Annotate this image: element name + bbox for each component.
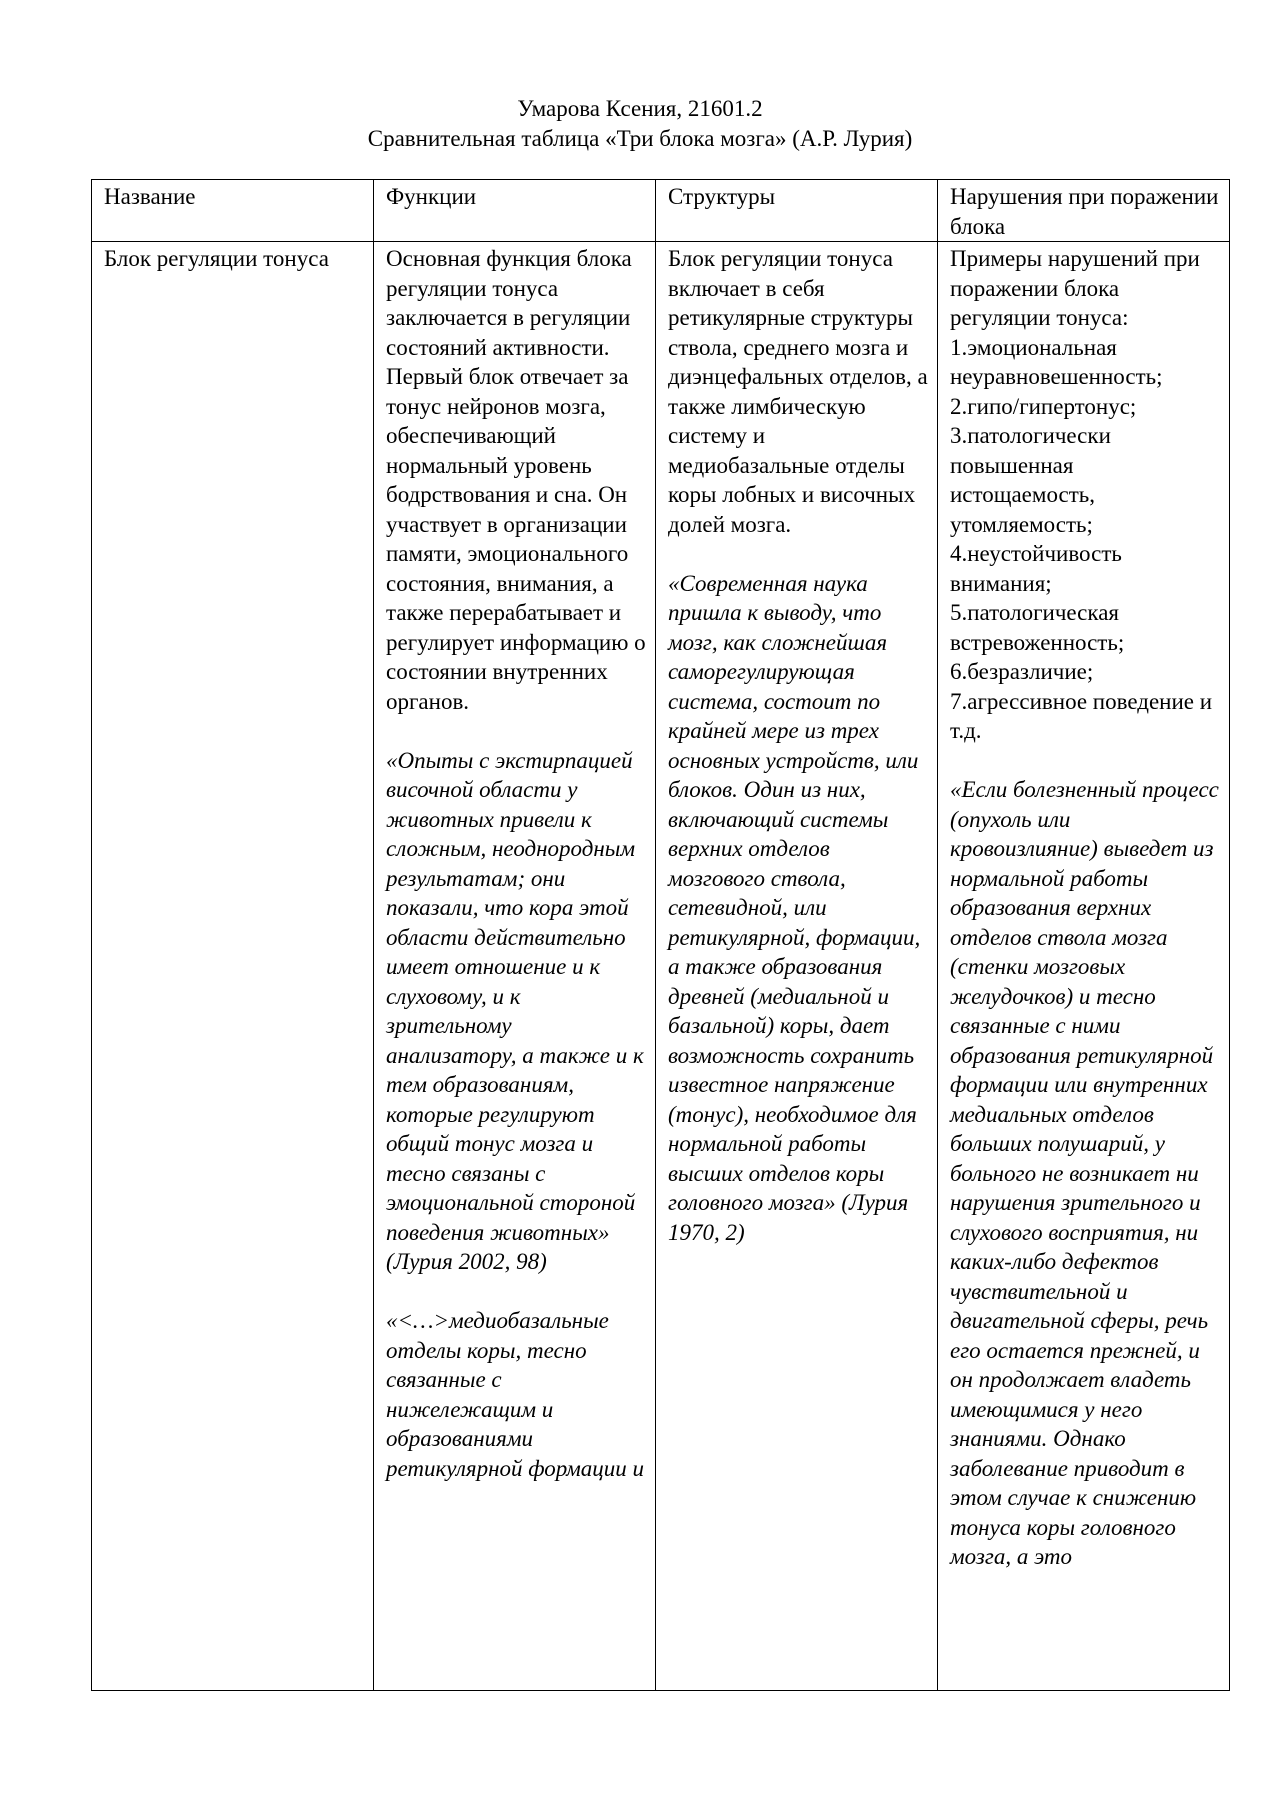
document-title: Сравнительная таблица «Три блока мозга» (А.Р. Лурия): [367, 126, 913, 151]
disorder-item: 3.патологически повышенная истощаемость, утомляемость;: [950, 423, 1111, 537]
column-header-name: Название: [92, 180, 374, 242]
table-row: [92, 242, 1230, 1691]
column-header-disorders: Нарушения при поражении блока: [938, 180, 1230, 242]
table-header-row: [92, 180, 1230, 242]
comparison-table: [91, 179, 1230, 1691]
disorder-item: 5.патологическая встревоженность;: [950, 600, 1125, 655]
functions-text: Основная функция блока регуляции тонуса заключается в регуляции состояний активности. Первый блок отвечает за тонус нейронов мозга, обеспечивающий нормальный уровень бодрствования и сна. Он участвует в организации памяти, эмоционального состояния, внимания, а также перерабатывает и регулирует информацию о состоянии внутренних органов.: [386, 246, 646, 714]
disorder-item: 7.агрессивное поведение и т.д.: [950, 688, 1213, 743]
author-line: Умарова Ксения, 21601.2: [517, 96, 763, 121]
cell-structures: [656, 242, 938, 1691]
cell-functions: [374, 242, 656, 1691]
functions-quote-2: «<…>медиобазальные отделы коры, тесно связанные с нижележащим и образованиями ретикулярной формации и: [386, 1308, 645, 1481]
disorder-item: 2.гипо/гипертонус;: [950, 393, 1137, 419]
column-header-structures: Структуры: [656, 180, 938, 242]
disorder-item: 1.эмоциональная неуравновешенность;: [950, 334, 1163, 389]
disorder-item: 6.безразличие;: [950, 659, 1094, 684]
disorders-quote: «Если болезненный процесс (опухоль или кровоизлияние) выведет из нормальной работы образования верхних отделов ствола мозга (стенки мозговых желудочков) и тесно связанные с ними образования ретикулярной формации или внутренних медиальных отделов больших полушарий, у больного не возникает ни нарушения зрительного и слухового восприятия, ни каких-либо дефектов чувствительной и двигательной сферы, речь его остается прежней, и он продолжает владеть имеющимися у него знаниями. Однако заболевание приводит в этом случае к снижению тонуса коры головного мозга, а это: [950, 777, 1219, 1569]
cell-disorders: [938, 242, 1230, 1691]
structures-quote: «Современная наука пришла к выводу, что мозг, как сложнейшая саморегулирующая система, состоит по крайней мере из трех основных устройств, или блоков. Один из них, включающий системы верхних отделов мозгового ствола, сетевидной, или ретикулярной, формации, а также образования древней (медиальной и базальной) коры, дает возможность сохранить известное напряжение (тонус), необходимое для нормальной работы высших отделов коры головного мозга» (Лурия 1970, 2): [668, 570, 921, 1245]
disorder-item: 4.неустойчивость внимания;: [950, 541, 1122, 596]
disorders-intro: Примеры нарушений при поражении блока регуляции тонуса:: [950, 246, 1200, 330]
document-header: [0, 94, 1280, 154]
functions-quote-1: «Опыты с экстирпацией височной области у животных привели к сложным, неоднородным результатам; они показали, что кора этой области действительно имеет отношение и к слуховому, и к зрительному анализатору, а также и к тем образованиям, которые регулируют общий тонус мозга и тесно связаны с эмоциональной стороной поведения животных» (Лурия 2002, 98): [386, 747, 644, 1274]
structures-text: Блок регуляции тонуса включает в себя ретикулярные структуры ствола, среднего мозга и диэнцефальных отделов, а также лимбическую систему и медиобазальные отделы коры лобных и височных долей мозга.: [668, 246, 928, 537]
cell-name: [92, 242, 374, 1691]
block-name: Блок регуляции тонуса: [104, 246, 329, 271]
column-header-functions: Функции: [374, 180, 656, 242]
